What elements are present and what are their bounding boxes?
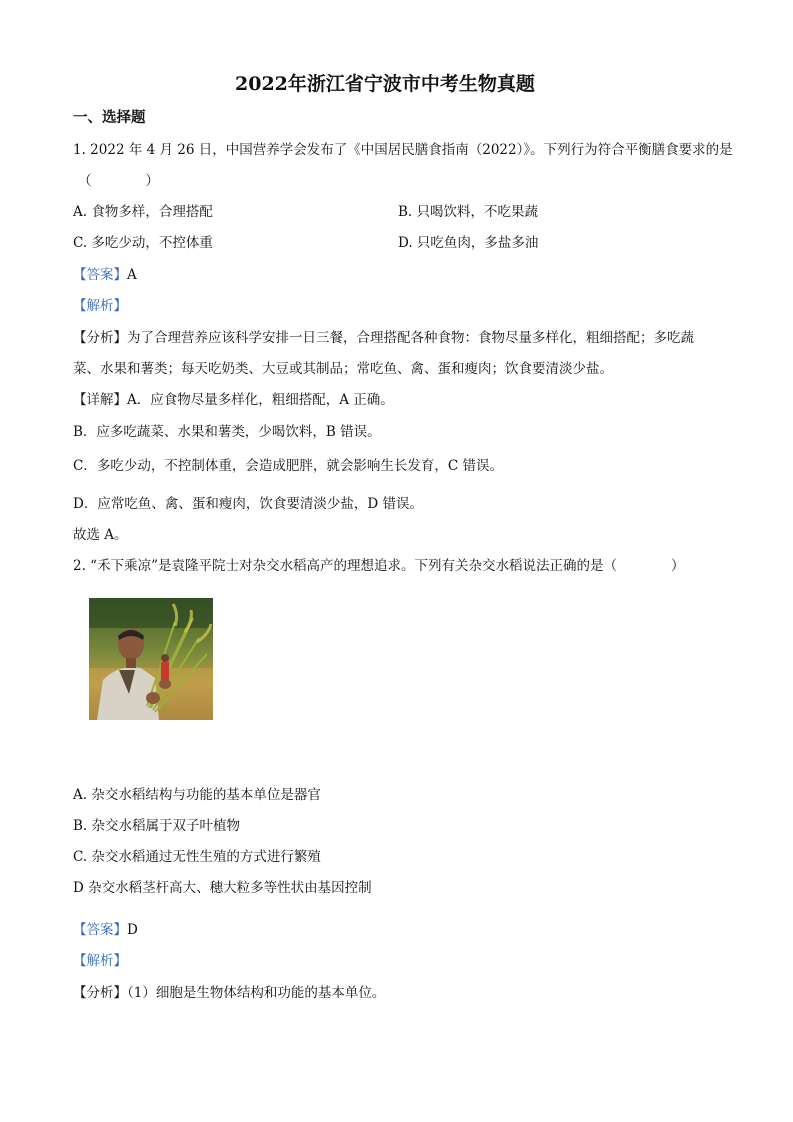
q2-option-b: B. 杂交水稻属于双子叶植物 — [73, 818, 241, 834]
answer-value: D — [127, 922, 138, 938]
q1-answer — [73, 266, 137, 284]
q1-conclusion: 故选 A。 — [73, 527, 128, 543]
q2-stem: 2. “禾下乘凉”是袁隆平院士对杂交水稻高产的理想追求。下列有关杂交水稻说法正确的是（ ） — [73, 558, 685, 574]
q1-option-b: B. 只喝饮料，不吃果蔬 — [398, 204, 539, 220]
q2-analysis-tag: 【解析】 — [73, 953, 127, 969]
page-title: 2022年浙江省宁波市中考生物真题 — [235, 73, 535, 95]
q1-fenxi-line-2: 菜、水果和薯类；每天吃奶类、大豆或其制品；常吃鱼、禽、蛋和瘦肉；饮食要清淡少盐。 — [73, 361, 613, 377]
q1-detail-4: D．应常吃鱼、禽、蛋和瘦肉，饮食要清淡少盐，D 错误。 — [73, 496, 423, 512]
photo-rice-scientist — [89, 598, 213, 720]
fenxi-tag: 【分析】 — [73, 330, 127, 346]
q2-fenxi-line-1 — [73, 984, 385, 1002]
q1-analysis-tag: 【解析】 — [73, 298, 127, 314]
q1-option-c: C. 多吃少动，不控体重 — [73, 235, 213, 251]
q1-paren: （ ） — [78, 173, 159, 189]
q1-detail-2: B．应多吃蔬菜、水果和薯类，少喝饮料，B 错误。 — [73, 424, 381, 440]
q1-detail-1: 【详解】A．应食物尽量多样化，粗细搭配，A 正确。 — [73, 392, 394, 408]
answer-tag: 【答案】 — [73, 922, 127, 938]
q1-option-a: A. 食物多样，合理搭配 — [73, 204, 213, 220]
q2-answer — [73, 921, 138, 939]
section-heading: 一、选择题 — [73, 109, 146, 126]
fenxi-text: （1）细胞是生物体结构和功能的基本单位。 — [127, 985, 386, 1001]
fenxi-text: 为了合理营养应该科学安排一日三餐，合理搭配各种食物：食物尽量多样化，粗细搭配；多吃蔬 — [127, 330, 694, 346]
answer-value: A — [127, 267, 137, 283]
q2-option-d: D 杂交水稻茎杆高大、穗大粒多等性状由基因控制 — [73, 880, 372, 896]
q1-fenxi-line-1 — [73, 329, 694, 347]
q1-option-d: D. 只吃鱼肉，多盐多油 — [398, 235, 539, 251]
fenxi-tag: 【分析】 — [73, 985, 127, 1001]
q1-detail-3: C．多吃少动，不控制体重，会造成肥胖，就会影响生长发育，C 错误。 — [73, 458, 503, 474]
photo-illustration — [89, 598, 213, 720]
q2-option-a: A. 杂交水稻结构与功能的基本单位是器官 — [73, 787, 321, 803]
q2-option-c: C. 杂交水稻通过无性生殖的方式进行繁殖 — [73, 849, 321, 865]
answer-tag: 【答案】 — [73, 267, 127, 283]
q1-stem: 1. 2022 年 4 月 26 日，中国营养学会发布了《中国居民膳食指南（2022）》。下列行为符合平衡膳食要求的是 — [73, 142, 733, 158]
